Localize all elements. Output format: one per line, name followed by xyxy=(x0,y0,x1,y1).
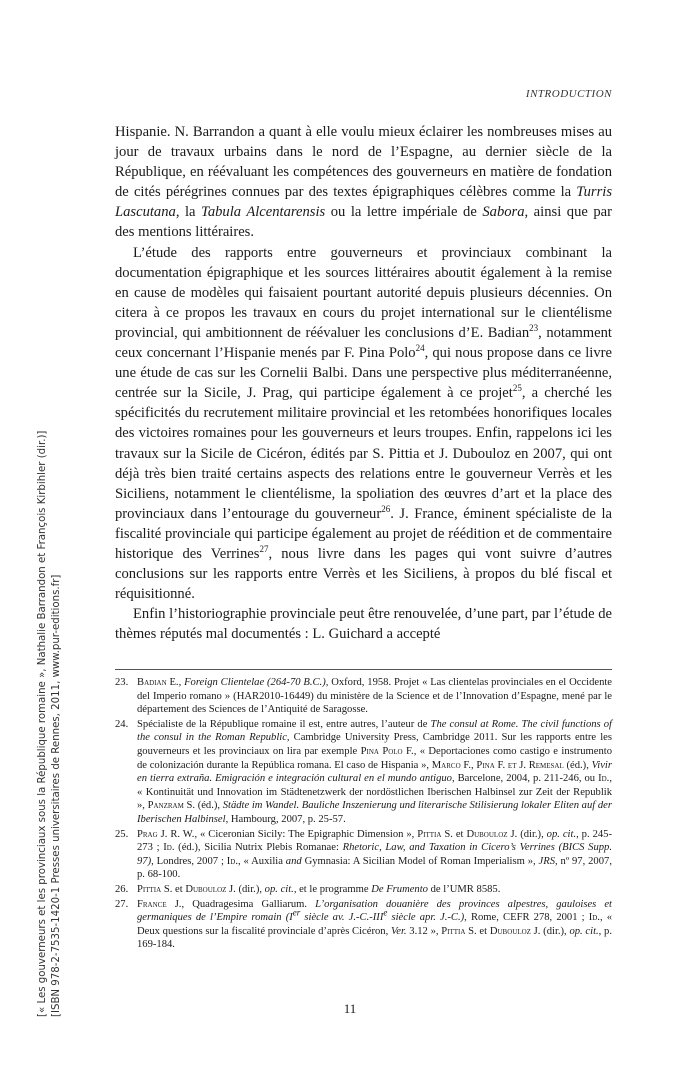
footnote-ref[interactable]: 23 xyxy=(529,323,539,334)
footnote-26: 26. Pittia S. et Dubouloz J. (dir.), op. cit., et le programme De Frumento de l’UMR 8585. xyxy=(115,883,501,895)
footnote-ref[interactable]: 25 xyxy=(512,383,522,394)
footnote-number: 27. xyxy=(115,898,129,910)
footnote-ref[interactable]: 24 xyxy=(415,343,425,354)
footnote-ref[interactable]: 26 xyxy=(381,503,391,514)
footnote-27: 27. France J., Quadragesima Galliarum. L’organisation douanière des provinces alpestres, gauloises et germaniques de l’Empire romain (Ier siècle av. J.-C.-IIIe siècle apr. J.-C.), Rome, CEFR 278, 2001 ; Id., « Deux questions sur la fiscalité provinciale d’après Cicéron, Ver. 3.12 », Pittia S. et Dubouloz J. (dir.), op. cit., p. 169-184. xyxy=(115,898,613,951)
margin-credit xyxy=(36,425,62,1045)
italic-term: Tabula Alcentarensis xyxy=(201,204,326,221)
page-number: 11 xyxy=(343,1001,357,1016)
footnote-ref[interactable]: 27 xyxy=(259,544,269,555)
footnote-25: 25. Prag J. R. W., « Ciceronian Sicily: The Epigraphic Dimension », Pittia S. et Dubouloz J. (dir.), op. cit., p. 245-273 ; Id. (éd.), Sicilia Nutrix Plebis Romanae: Rhetoric, Law, and Taxation in Cicero’s Verrines (BICS Supp. 97), Londres, 2007 ; Id., « Auxilia and Gymnasia: A Sicilian Model of Roman Imperialism », JRS, nº 97, 2007, p. 68-100. xyxy=(115,828,612,881)
footnote-number: 23. xyxy=(115,677,129,688)
running-head: INTRODUCTION xyxy=(525,88,612,100)
credit-line-title: [« Les gouverneurs et les provinciaux sous la République romaine », Nathalie Barrandon et François Kirbihler (dir.)] xyxy=(37,430,48,1017)
footnote-23: 23. Badian E., Foreign Clientelae (264-70 B.C.), Oxford, 1958. Projet « Las clientelas provinciales en el Occidente del Imperio romano » (HAR2010-16449) du ministère de la Science et de l’Innovation d’Espagne, mené par le département des Sciences de l’Antiquité de Saragosse. xyxy=(115,677,613,716)
main-text xyxy=(115,122,612,644)
italic-term: Sabora xyxy=(482,204,525,221)
footnotes xyxy=(115,676,612,953)
footnote-number: 26. xyxy=(115,883,129,895)
footnote-24: 24. Spécialiste de la République romaine il est, entre autres, l’auteur de The consul at Rome. The civil functions of the consul in the Roman Republic, Cambridge University Press, Cambridge 2011. Sur les rapports entre les gouverneurs et les provinciaux on lira par exemple Pina Polo F., « Deportaciones como castigo e instrumento de colonización durante la República romana. El caso de Hispania », Marco F., Pina F. et J. Remesal (éd.), Vivir en tierra extraña. Emigración e integración cultural en el mundo antiguo, Barcelone, 2004, p. 211-246, ou Id., « Kontinuität und Innovation im Städtenetzwerk der nordöstlichen Iberischen Halbinsel zur Zeit der Republik », Panzram S. (éd.), Städte im Wandel. Bauliche Inszenierung und literarische Stilisierung lokaler Eliten auf der Iberischen Halbinsel, Hambourg, 2007, p. 25-57. xyxy=(115,718,613,825)
paragraph-1: Hispanie. N. Barrandon a quant à elle voulu mieux éclairer les nombreuses mises au jour de travaux urbains dans le nord de l’Espagne, au dernier siècle de la République, en réévaluant les compétences des gouverneurs en matière de fondation de cités pérégrines connues par des textes épigraphiques célèbres comme la Turris Lascutana, la Tabula Alcentarensis ou la lettre impériale de Sabora, ainsi que par des mentions littéraires. xyxy=(115,124,612,241)
footnote-number: 24. xyxy=(115,718,129,730)
paragraph-2: L’étude des rapports entre gouverneurs et provinciaux combinant la documentation épigraphique et les sources littéraires aboutit également à la remise en cause de modèles qui faisaient pourtant autorité depuis plusieurs décennies. On citera à ce propos les travaux en cours du projet international sur le clientélisme provincial, qui ambitionnent de réévaluer les conclusions d’E. Badian$^{23}$, notamment ceux concernant l’Hispanie menés par F. Pina Polo$^{24}$, qui nous propose dans ce livre une étude de cas sur les Cornelii Balbi. Dans une perspective plus méditerranéenne, centrée sur la Sicile, J. Prag, qui participe également à ce projet$^{25}$, a cherché les spécificités du recrutement militaire provincial et les retombées honorifiques locales des victoires romaines pour les gouverneurs et leurs troupes. Enfin, rappelons ici les travaux sur la Sicile de Cicéron, édités par S. Pittia et J. Dubouloz en 2007, qui ont déjà très bien traité certains aspects des relations entre le gouverneur Verrès et les Siciliens, notamment le clientélisme, la spoliation des œuvres d’art et la place des provinciaux dans l’entourage du gouverneur$^{26}$. J. France, éminent spécialiste de la fiscalité provinciale qui participe également au projet de réédition et de commentaire historique des Verrines$^{27}$, nous livre dans les pages qui vont suivre d’autres conclusions sur les rapports entre Verrès et les Siciliens, à propos du blé fiscal et réquisitionné. xyxy=(115,244,613,603)
italic-term: Turris Lascutana xyxy=(115,184,612,221)
footnote-separator xyxy=(115,669,612,670)
credit-line-isbn: [ISBN 978-2-7535-1420-1 Presses universitaires de Rennes, 2011, www.pur-editions.fr] xyxy=(51,574,62,1017)
paragraph-3: Enfin l’historiographie provinciale peut être renouvelée, d’une part, par l’étude de thèmes réputés mal documentés : L. Guichard a accepté xyxy=(115,606,612,643)
footnote-number: 25. xyxy=(115,828,129,840)
